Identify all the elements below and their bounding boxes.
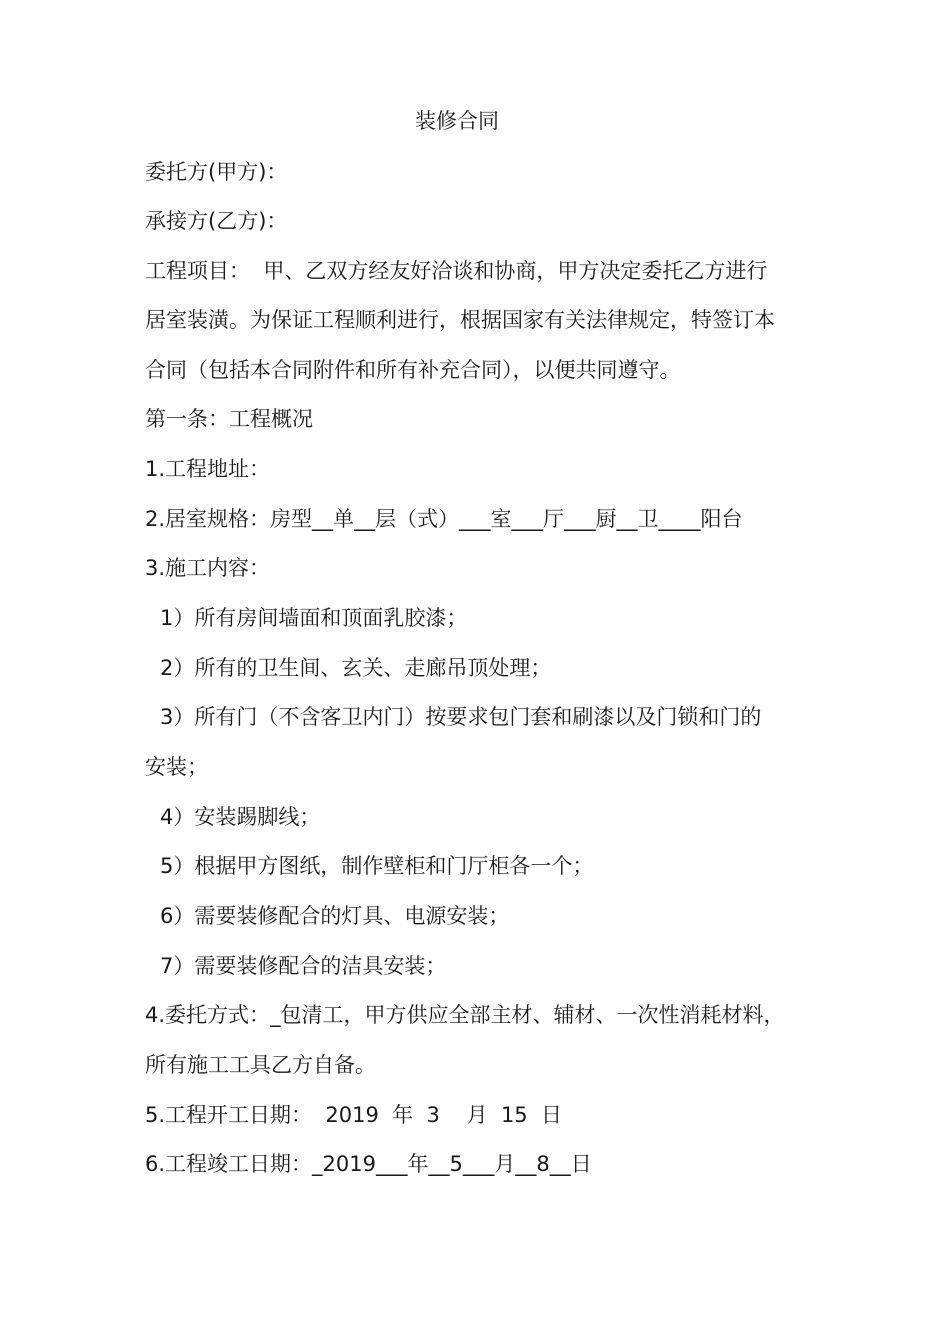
sub-item-1: 1）所有房间墙面和顶面乳胶漆； [160, 606, 468, 630]
sub-item-2: 2）所有的卫生间、玄关、走廊吊顶处理； [160, 656, 552, 680]
item-1-address: 1.工程地址： [145, 457, 271, 481]
party-a-line: 委托方(甲方)： [145, 160, 288, 184]
item-3-construction-content: 3.施工内容： [145, 556, 271, 580]
sub-item-5: 5）根据甲方图纸，制作壁柜和门厅柜各一个； [160, 854, 594, 878]
item-4-line-1: 4.委托方式：_包清工，甲方供应全部主材、辅材、一次性消耗材料， [145, 1003, 785, 1027]
item-4-line-2: 所有施工工具乙方自备。 [145, 1053, 376, 1077]
item-2-room-spec: 2.居室规格：房型__单__层（式）___室___厅___厨__卫____阳台 [145, 507, 743, 531]
project-paragraph-line-3: 合同（包括本合同附件和所有补充合同），以便共同遵守。 [145, 358, 681, 382]
sub-item-7: 7）需要装修配合的洁具安装； [160, 954, 447, 978]
project-paragraph-line-1: 工程项目： 甲、乙双方经友好洽谈和协商，甲方决定委托乙方进行 [145, 259, 768, 283]
sub-item-3-line-1: 3）所有门（不含客卫内门）按要求包门套和刷漆以及门锁和门的 [160, 705, 762, 729]
document-title: 装修合同 [415, 109, 499, 133]
article-1-heading: 第一条：工程概况 [145, 407, 313, 431]
sub-item-6: 6）需要装修配合的灯具、电源安装； [160, 904, 510, 928]
sub-item-3-line-2: 安装； [145, 755, 208, 779]
project-paragraph-line-2: 居室装潢。为保证工程顺利进行，根据国家有关法律规定，特签订本 [145, 308, 775, 332]
sub-item-4: 4）安装踢脚线； [160, 805, 321, 829]
item-6-completion-date: 6.工程竣工日期：_2019___年__5___月__8__日 [145, 1152, 592, 1176]
item-5-start-date: 5.工程开工日期： 2019 年 3 月 15 日 [145, 1103, 563, 1127]
party-b-line: 承接方(乙方)： [145, 209, 288, 233]
